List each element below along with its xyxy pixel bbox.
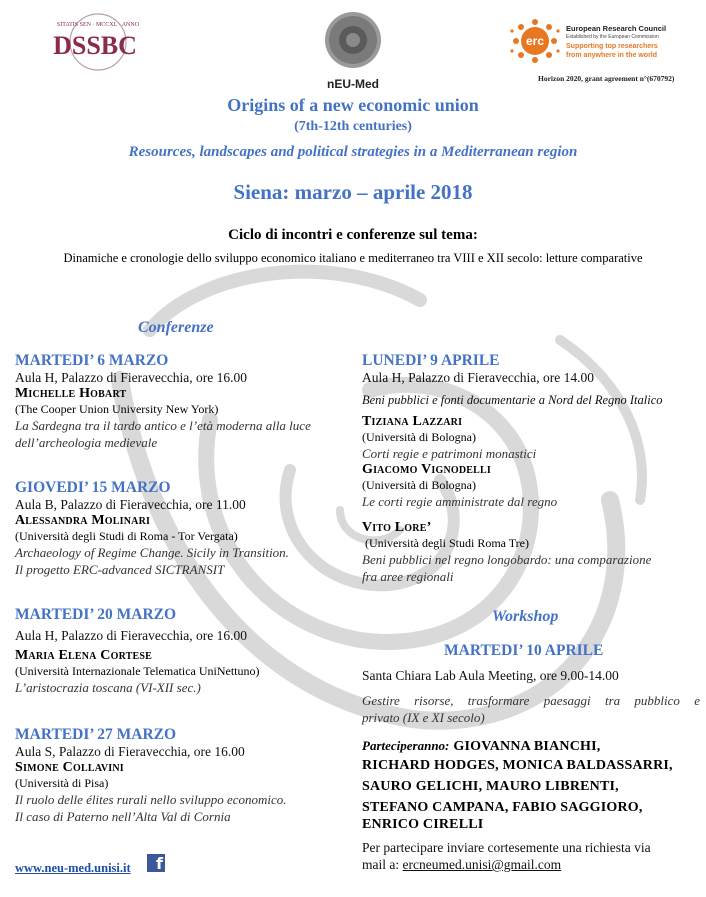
- speaker-name: Maria Elena Cortese: [15, 648, 153, 663]
- talk-title-line-1: Beni pubblici nel regno longobardo: una comparazione: [362, 552, 652, 567]
- event-date: LUNEDI’ 9 APRILE: [362, 352, 500, 369]
- event-date: GIOVEDI’ 15 MARZO: [15, 479, 171, 496]
- talk-title: Le corti regie amministrate dal regno: [362, 494, 558, 509]
- event-resources-line: Resources, landscapes and political strategies in a Mediterranean region: [128, 144, 578, 160]
- erc-tagline-2: from anywhere in the world: [566, 52, 658, 59]
- speaker-affiliation: (Università degli Studi di Roma - Tor Vergata): [15, 529, 238, 543]
- erc-established: Established by the European Commission: [566, 34, 659, 40]
- neumed-logo: [318, 8, 388, 90]
- neumed-coin-icon: [318, 8, 388, 72]
- talk-title-line-1: L’aristocrazia toscana (VI-XII sec.): [15, 680, 201, 695]
- talk-title-line-2: dell’archeologia medievale: [15, 435, 158, 450]
- participants-line-2: RICHARD HODGES, MONICA BALDASSARRI,: [362, 758, 673, 773]
- dssbc-seal-text: SITATIS SEN · MCCXL · ANNO: [56, 22, 140, 28]
- event-subtitle: (7th-12th centuries): [294, 119, 412, 134]
- section-conferenze-title: Conferenze: [138, 319, 214, 336]
- speaker-affiliation: (Università di Pisa): [15, 776, 109, 790]
- dssbc-logo: [50, 12, 140, 72]
- workshop-title-line-1: Gestire risorse, trasformare paesaggi tra pubblico e: [362, 693, 700, 708]
- speaker-affiliation: (Università di Bologna): [362, 430, 476, 444]
- registration-info: Per partecipare inviare cortesemente una richiesta via: [362, 840, 651, 855]
- speaker-affiliation: (Università di Bologna): [362, 478, 476, 492]
- workshop-participants: [362, 737, 600, 755]
- event-9-aprile: [362, 352, 702, 585]
- speaker-name: Michelle Hobart: [15, 386, 127, 401]
- speaker-affiliation: (Università Internazionale Telematica UniNettuno): [15, 664, 260, 678]
- speaker-name: Simone Collavini: [15, 760, 124, 775]
- event-place: Aula H, Palazzo di Fieravecchia, ore 16.00: [15, 628, 248, 643]
- participants-line-5: ENRICO CIRELLI: [362, 817, 484, 832]
- speaker-affiliation: (The Cooper Union University New York): [15, 402, 219, 416]
- cycle-theme: Dinamiche e cronologie dello sviluppo economico italiano e mediterraneo tra VIII e XII secolo: letture comparative: [63, 251, 643, 265]
- dssbc-logo-text: DSSBC: [53, 31, 137, 60]
- participants-label: Parteciperanno:: [362, 738, 450, 753]
- facebook-icon[interactable]: f: [147, 854, 165, 872]
- event-27-marzo: [15, 726, 350, 825]
- neumed-logo-text: nEU-Med: [327, 77, 379, 91]
- grant-agreement: Horizon 2020, grant agreement n°(670792): [538, 74, 675, 83]
- speaker-name: Vito Lore’: [362, 520, 432, 535]
- event-15-marzo: [15, 479, 350, 578]
- event-place: Aula H, Palazzo di Fieravecchia, ore 16.00: [15, 370, 248, 385]
- event-title: Origins of a new economic union: [227, 95, 479, 115]
- speaker-name: Giacomo Vignodelli: [362, 462, 491, 477]
- speaker-name: Tiziana Lazzari: [362, 414, 463, 429]
- event-date: MARTEDI’ 27 MARZO: [15, 726, 177, 743]
- event-6-marzo: [15, 352, 350, 451]
- erc-tagline-1: Supporting top researchers: [566, 43, 658, 50]
- event-location-dates: Siena: marzo – aprile 2018: [233, 180, 473, 204]
- participants-line-3: SAURO GELICHI, MAURO LIBRENTI,: [362, 779, 619, 794]
- erc-dots-icon: [508, 14, 562, 68]
- talk-title-line-1: Il ruolo delle élites rurali nello sviluppo economico.: [15, 792, 287, 807]
- talk-title-line-1: Archaeology of Regime Change. Sicily in Transition.: [15, 545, 289, 560]
- event-place: Aula B, Palazzo di Fieravecchia, ore 11.00: [15, 497, 246, 512]
- event-place: Aula H, Palazzo di Fieravecchia, ore 14.00: [362, 370, 595, 385]
- participants-line-1: GIOVANNA BIANCHI,: [453, 739, 601, 754]
- talk-title-line-2: Il progetto ERC-advanced SICTRANSIT: [15, 562, 225, 577]
- workshop-title-line-2: privato (IX e XI secolo): [362, 710, 485, 725]
- workshop-place: Santa Chiara Lab Aula Meeting, ore 9.00-14.00: [362, 668, 619, 683]
- speaker-affiliation: (Università degli Studi Roma Tre): [365, 536, 529, 550]
- erc-logo: [508, 14, 698, 86]
- website-link[interactable]: www.neu-med.unisi.it: [15, 861, 131, 875]
- talk-title-line-1: La Sardegna tra il tardo antico e l’età moderna alla luce: [15, 418, 311, 433]
- session-topic: Beni pubblici e fonti documentarie a Nord del Regno Italico: [362, 393, 663, 407]
- cycle-heading: Ciclo di incontri e conferenze sul tema:: [228, 227, 478, 243]
- erc-logo-text: erc: [525, 34, 545, 48]
- participants-line-4: STEFANO CAMPANA, FABIO SAGGIORO,: [362, 800, 643, 815]
- contact-email-link[interactable]: ercneumed.unisi@gmail.com: [402, 857, 562, 872]
- event-date: MARTEDI’ 20 MARZO: [15, 606, 177, 623]
- workshop-date: MARTEDI’ 10 APRILE: [444, 642, 604, 659]
- section-workshop-title: Workshop: [492, 608, 559, 625]
- talk-title-line-2: Il caso di Paterno nell’Alta Val di Cornia: [15, 809, 231, 824]
- event-date: MARTEDI’ 6 MARZO: [15, 352, 169, 369]
- speaker-name: Alessandra Molinari: [15, 513, 151, 528]
- talk-title: Corti regie e patrimoni monastici: [362, 446, 537, 461]
- registration-email-line: [362, 857, 561, 873]
- erc-org-name: European Research Council: [566, 24, 667, 33]
- event-place: Aula S, Palazzo di Fieravecchia, ore 16.00: [15, 744, 245, 759]
- email-prefix: mail a:: [362, 857, 400, 872]
- event-20-marzo: [15, 606, 350, 696]
- talk-title-line-2: fra aree regionali: [362, 569, 454, 584]
